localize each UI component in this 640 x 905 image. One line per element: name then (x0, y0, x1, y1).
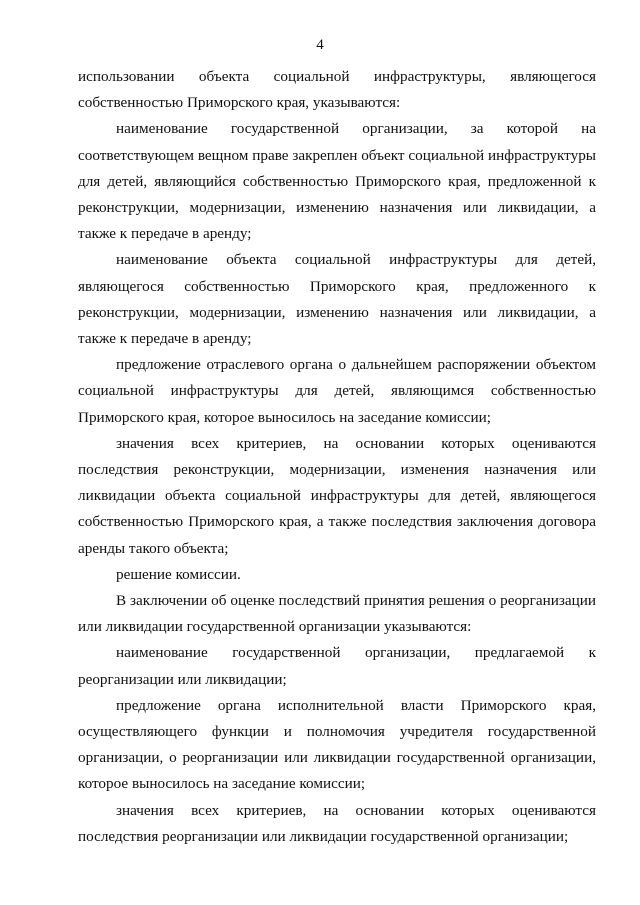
paragraph-criteria-values: значения всех критериев, на основании которых оцениваются последствия реконструкции, модернизации, изменения назначения или ликвидации объекта социальной инфраструктуры для детей, являющегося собственностью Приморского края, а также последствия заключения договора аренды такого объекта; (78, 434, 596, 557)
paragraph-organization-name: наименование государственной организации, за которой на соответствующем вещном праве закреплен объект социальной инфраструктуры для детей, являющийся собственностью Приморского края, предложенной к реконструкции, модернизации, изменению назначения или ликвидации, а также к передаче в аренду; (78, 120, 596, 243)
paragraph-reorganization-intro: В заключении об оценке последствий принятия решения о реорганизации или ликвидации государственной организации указываются: (78, 592, 596, 636)
page-number: 4 (316, 37, 324, 53)
document-body (78, 64, 596, 850)
paragraph-continuation: использовании объекта социальной инфраструктуры, являющегося собственностью Приморского края, указываются: (78, 68, 596, 112)
paragraph-branch-proposal: предложение отраслевого органа о дальнейшем распоряжении объектом социальной инфраструктуры для детей, являющимся собственностью Приморского края, которое выносилось на заседание комиссии; (78, 356, 596, 426)
paragraph-commission-decision: решение комиссии. (116, 565, 241, 583)
paragraph-founder-proposal: предложение органа исполнительной власти Приморского края, осуществляющего функции и полномочия учредителя государственной организации, о реорганизации или ликвидации государственной организации, которое выносилось на заседание комиссии; (78, 696, 596, 793)
paragraph-reorganization-org-name: наименование государственной организации, предлагаемой к реорганизации или ликвидации; (78, 644, 596, 688)
paragraph-object-name: наименование объекта социальной инфраструктуры для детей, являющегося собственностью Приморского края, предложенного к реконструкции, модернизации, изменению назначения или ликвидации, а также к передаче в аренду; (78, 251, 596, 348)
paragraph-reorganization-criteria: значения всех критериев, на основании которых оцениваются последствия реорганизации или ликвидации государственной организации; (78, 801, 596, 845)
